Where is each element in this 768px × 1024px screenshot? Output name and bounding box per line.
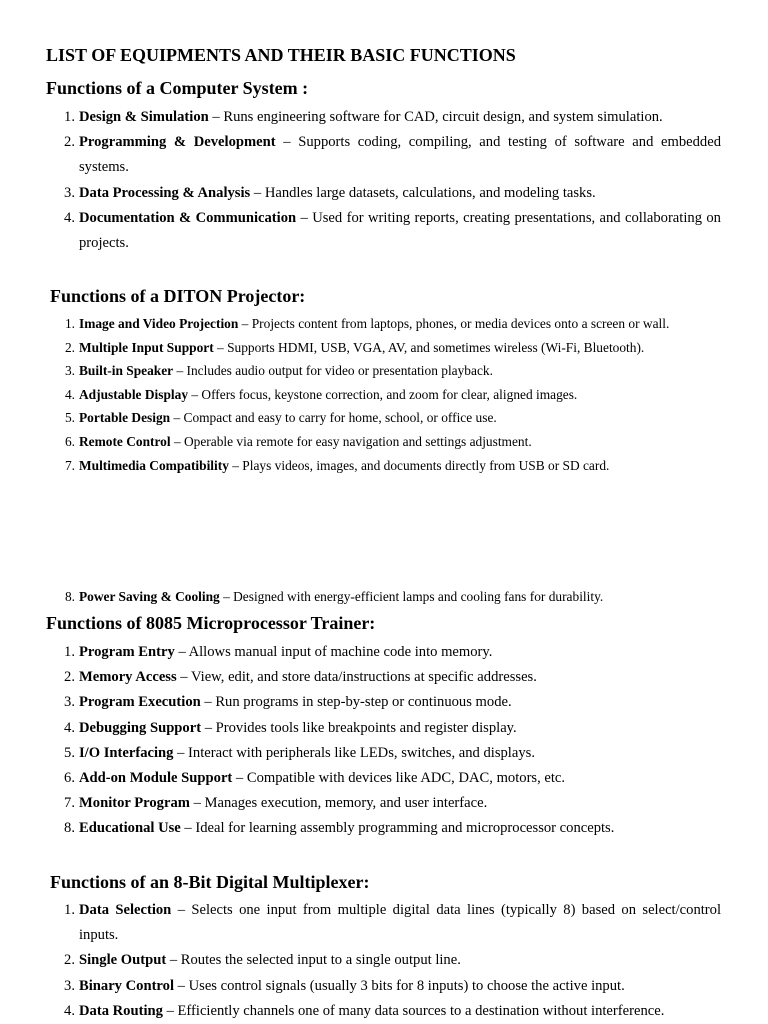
list-item (64, 336, 721, 360)
list-item (64, 816, 721, 841)
trainer-function-list (64, 640, 721, 842)
item-description: – Designed with energy-efficient lamps and cooling fans for durability. (219, 589, 604, 604)
item-term: Data Routing (79, 1002, 163, 1019)
item-term: Data Selection (79, 902, 172, 918)
item-number: 2. (64, 339, 75, 355)
section-heading-computer-system: Functions of a Computer System : (46, 78, 309, 98)
list-item (64, 406, 721, 430)
item-number: 4. (64, 1002, 75, 1019)
item-term: Adjustable Display (79, 386, 189, 402)
projector-function-list-continued (64, 585, 721, 609)
list-item (64, 359, 721, 383)
item-number: 2. (64, 669, 75, 686)
list-item (64, 312, 721, 336)
item-number: 2. (64, 952, 75, 969)
section-heading-multiplexer: Functions of an 8-Bit Digital Multiplexer: (50, 872, 370, 892)
section-heading-8085-trainer: Functions of 8085 Microprocessor Trainer: (46, 613, 376, 633)
list-item (64, 690, 721, 715)
item-description: – Efficiently channels one of many data sources to a destination without interference. (162, 1002, 665, 1019)
item-description: – Projects content from laptops, phones, or media devices onto a screen or wall. (238, 316, 670, 331)
item-description: – Provides tools like breakpoints and register display. (201, 719, 517, 736)
list-item (64, 585, 721, 609)
item-description: – Runs engineering software for CAD, circuit design, and system simulation. (208, 109, 663, 125)
item-description: – Supports HDMI, USB, VGA, AV, and sometimes wireless (Wi-Fi, Bluetooth). (213, 339, 645, 355)
page-title: LIST OF EQUIPMENTS AND THEIR BASIC FUNCTIONS (46, 45, 516, 65)
item-number: 8. (64, 589, 75, 604)
item-number: 1. (64, 644, 75, 660)
item-term: Add-on Module Support (79, 770, 233, 787)
list-item (64, 898, 722, 948)
computer-system-function-list (64, 105, 721, 256)
item-term: Multiple Input Support (79, 339, 214, 355)
item-number: 4. (64, 209, 75, 226)
item-number: 4. (64, 719, 75, 736)
item-number: 8. (64, 820, 75, 837)
section-heading-diton-projector: Functions of a DITON Projector: (50, 286, 306, 306)
item-description: – Handles large datasets, calculations, and modeling tasks. (250, 184, 596, 201)
item-description: – Interact with peripherals like LEDs, switches, and displays. (173, 744, 535, 761)
projector-function-list (64, 312, 721, 477)
list-item (64, 948, 721, 973)
item-description: – Compatible with devices like ADC, DAC, motors, etc. (232, 770, 566, 787)
list-item (64, 741, 721, 766)
item-term: Monitor Program (79, 795, 190, 812)
item-description: – Used for writing reports, creating presentations, and collaborating on projects. (79, 209, 721, 252)
item-number: 3. (64, 694, 75, 711)
list-item (64, 206, 721, 256)
item-term: Multimedia Compatibility (79, 457, 229, 473)
item-number: 6. (64, 433, 75, 449)
list-item (64, 716, 721, 741)
item-term: Memory Access (79, 669, 177, 686)
item-term: Remote Control (79, 433, 171, 449)
item-description: – Offers focus, keystone correction, and zoom for clear, aligned images. (188, 386, 578, 402)
item-number: 3. (64, 184, 75, 201)
item-number: 4. (64, 386, 75, 402)
list-item (64, 130, 721, 180)
list-item (64, 181, 721, 206)
item-number: 2. (64, 134, 75, 151)
item-number: 1. (64, 902, 75, 918)
item-number: 5. (64, 744, 75, 761)
item-number: 6. (64, 770, 75, 787)
item-term: Documentation & Communication (79, 209, 297, 226)
item-description: – Uses control signals (usually 3 bits for 8 inputs) to choose the active input. (174, 977, 625, 994)
item-description: – Compact and easy to carry for home, school, or office use. (170, 410, 497, 426)
item-term: Portable Design (79, 410, 171, 426)
list-item (64, 999, 721, 1024)
item-description: – Operable via remote for easy navigation and settings adjustment. (170, 433, 532, 449)
list-item (64, 766, 721, 791)
item-number: 1. (64, 316, 75, 331)
item-term: Programming & Development (79, 134, 276, 151)
item-description: – Run programs in step-by-step or continuous mode. (200, 694, 512, 711)
item-description: – Selects one input from multiple digital data lines (typically 8) based on select/control inputs. (79, 902, 722, 944)
item-term: Data Processing & Analysis (79, 184, 251, 201)
item-description: – Plays videos, images, and documents directly from USB or SD card. (228, 457, 610, 473)
item-term: Binary Control (79, 977, 175, 994)
item-term: I/O Interfacing (79, 744, 174, 761)
item-number: 1. (64, 109, 75, 125)
item-term: Built-in Speaker (79, 363, 174, 379)
multiplexer-function-list (64, 898, 722, 1024)
item-term: Program Execution (79, 694, 201, 711)
list-item (64, 430, 721, 454)
item-number: 3. (64, 977, 75, 994)
item-description: – Manages execution, memory, and user interface. (189, 795, 488, 812)
item-number: 5. (64, 410, 75, 426)
item-description: – Allows manual input of machine code into memory. (174, 644, 493, 660)
item-description: – Includes audio output for video or presentation playback. (173, 363, 493, 379)
item-term: Image and Video Projection (79, 316, 239, 331)
item-number: 3. (64, 363, 75, 379)
list-item (64, 640, 721, 665)
item-description: – View, edit, and store data/instructions at specific addresses. (176, 669, 537, 686)
list-item (64, 665, 721, 690)
item-term: Educational Use (79, 820, 181, 837)
list-item (64, 974, 721, 999)
item-term: Design & Simulation (79, 109, 209, 125)
item-description: – Routes the selected input to a single output line. (166, 952, 461, 969)
item-term: Debugging Support (79, 719, 202, 736)
item-term: Single Output (79, 952, 167, 969)
item-description: – Ideal for learning assembly programming and microprocessor concepts. (180, 820, 615, 837)
list-item (64, 383, 721, 407)
item-term: Program Entry (79, 644, 175, 660)
list-item (64, 454, 721, 478)
list-item (64, 105, 721, 130)
item-description: – Supports coding, compiling, and testing of software and embedded systems. (79, 134, 721, 176)
item-number: 7. (64, 457, 75, 473)
item-number: 7. (64, 795, 75, 812)
list-item (64, 791, 721, 816)
item-term: Power Saving & Cooling (79, 589, 220, 604)
